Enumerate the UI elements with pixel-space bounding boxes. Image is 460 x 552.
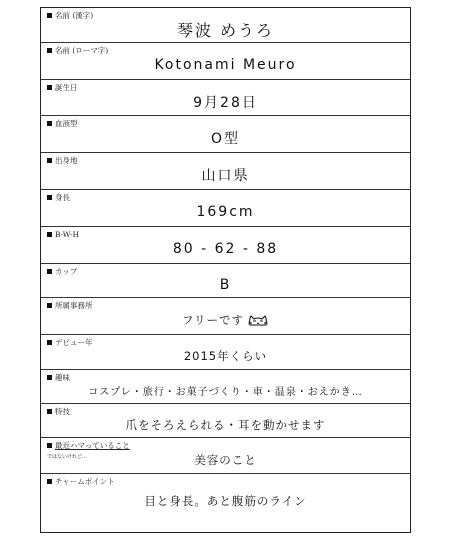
row-charm-point xyxy=(41,474,410,532)
row-hometown xyxy=(41,153,410,190)
label-text: チャームポイント xyxy=(55,477,115,486)
label-text: B-W-H xyxy=(55,230,80,239)
row-agency xyxy=(41,298,410,335)
name-kanji-value: 琴波 めうろ xyxy=(176,20,275,40)
profile-sheet xyxy=(40,7,411,533)
row-bwh xyxy=(41,227,410,264)
row-skills xyxy=(41,404,410,438)
row-cup xyxy=(41,264,410,298)
blood-type-value: O型 xyxy=(210,131,241,147)
row-recent-interest xyxy=(41,438,410,474)
row-hobbies xyxy=(41,370,410,404)
height-value: 169cm xyxy=(196,204,255,220)
recent-interest-note: ではないけれど… xyxy=(47,454,88,460)
recent-interest-value: 美容のこと xyxy=(194,452,257,467)
label-text: 趣味 xyxy=(55,373,70,382)
row-debut-year xyxy=(41,335,410,370)
label-text: 身長 xyxy=(55,193,70,202)
label-text: デビュー年 xyxy=(55,338,93,347)
skills-value: 爪をそろえられる・耳を動かせます xyxy=(125,417,326,432)
charm-point-value: 目と身長。あと腹筋のライン xyxy=(144,494,307,508)
debut-year-value: 2015年くらい xyxy=(183,349,268,363)
birthday-value: 9月28日 xyxy=(193,94,258,111)
row-birthday xyxy=(41,80,410,116)
cat-doodle-icon xyxy=(247,313,269,327)
row-blood-type xyxy=(41,116,410,153)
label-text: 名前 (漢字) xyxy=(55,11,94,20)
label-text: 出身地 xyxy=(55,156,78,165)
row-height xyxy=(41,190,410,227)
bwh-value: 80 - 62 - 88 xyxy=(172,241,279,257)
row-name-kanji xyxy=(41,8,410,43)
label-text: 特技 xyxy=(55,407,70,416)
label-text: 誕生日 xyxy=(55,83,78,92)
hometown-value: 山口県 xyxy=(201,168,250,184)
label-text: カップ xyxy=(55,267,78,276)
agency-value: フリーです xyxy=(181,313,245,327)
cup-value: B xyxy=(219,276,232,293)
row-name-romaji xyxy=(41,43,410,80)
label-text: 所属事務所 xyxy=(55,301,93,310)
name-romaji-value: Kotonami Meuro xyxy=(154,57,297,73)
hobbies-value: コスプレ・旅行・お菓子づくり・車・温泉・おえかき… xyxy=(88,387,363,398)
label-text: 最近ハマっていること xyxy=(55,441,130,450)
agency-value-wrap xyxy=(41,306,410,334)
label-text: 血液型 xyxy=(55,119,78,128)
label-text: 名前 (ローマ字) xyxy=(55,46,109,55)
